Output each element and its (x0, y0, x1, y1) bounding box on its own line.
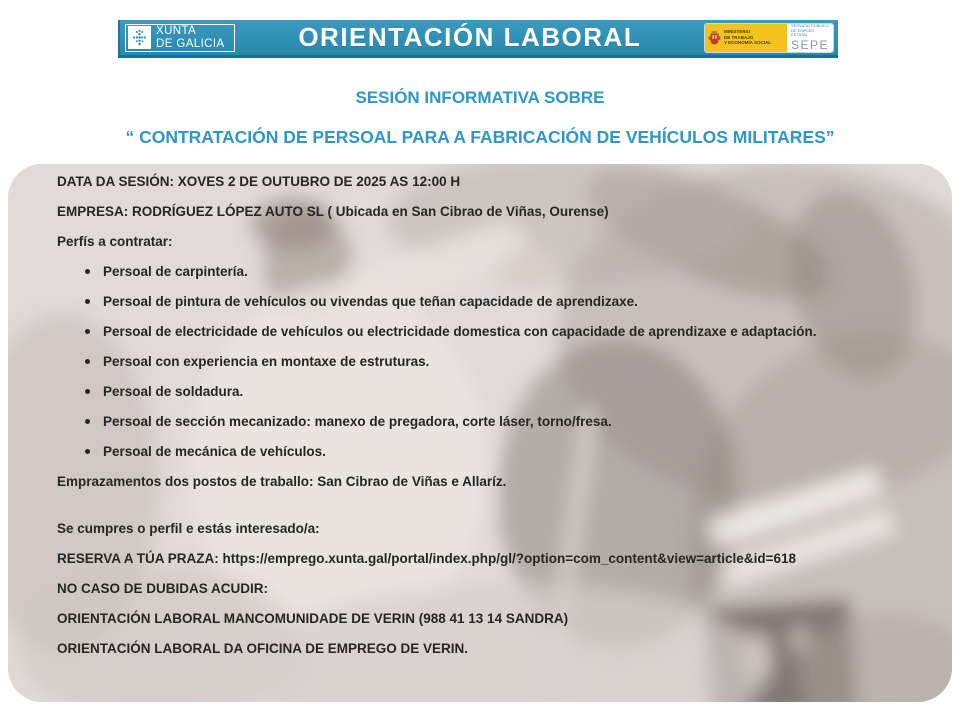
profile-item (57, 352, 926, 371)
ministry-sepe-logo (705, 24, 833, 52)
profile-item (57, 412, 926, 431)
company-line: EMPRESA: RODRÍGUEZ LÓPEZ AUTO SL ( Ubicada en San Cibrao de Viñas, Ourense) (57, 204, 609, 219)
locations-line: Emprazamentos dos postos de traballo: San Cibrao de Viñas e Allaríz. (57, 474, 507, 489)
xunta-de-galicia-logo (125, 24, 235, 52)
profile-item-text: Persoal de pintura de vehículos ou vivendas que teñan capacidade de aprendizaxe. (103, 294, 638, 309)
profile-item (57, 262, 926, 281)
xunta-logo-line1: XUNTA (156, 25, 197, 37)
profile-item-text: Persoal de electricidade de vehículos ou electricidade domestica con capacidade de aprendizaxe e adaptación. (103, 324, 817, 339)
spain-coat-of-arms-icon (708, 30, 721, 46)
profile-item (57, 382, 926, 401)
flyer-body-panel (8, 164, 952, 702)
bullet-icon (85, 449, 90, 454)
contact-oficina-line: ORIENTACIÓN LABORAL DA OFICINA DE EMPREGO DE VERIN. (57, 641, 469, 656)
profile-item-text: Persoal de sección mecanizado: manexo de pregadora, corte láser, torno/fresa. (103, 414, 612, 429)
profile-item (57, 442, 926, 461)
profiles-list (57, 262, 926, 461)
profile-item-text: Persoal de mecánica de vehículos. (103, 444, 326, 459)
bullet-icon (85, 419, 90, 424)
contact-mancomunidade-line: ORIENTACIÓN LABORAL MANCOMUNIDADE DE VERIN (988 41 13 14 SANDRA) (57, 611, 569, 626)
profile-item (57, 292, 926, 311)
bullet-icon (85, 389, 90, 394)
doubts-line: NO CASO DE DUBIDAS ACUDIR: (57, 581, 269, 596)
ministry-line2: DE TRABAJO (724, 34, 754, 40)
session-title: SESIÓN INFORMATIVA SOBRE (355, 88, 605, 107)
xunta-emblem-icon (128, 26, 151, 49)
ministry-block (705, 24, 787, 52)
interested-line: Se cumpres o perfil e estás interesado/a: (57, 521, 320, 536)
flyer-text-content (8, 164, 952, 658)
bullet-icon (85, 329, 90, 334)
profile-item-text: Persoal de soldadura. (103, 384, 244, 399)
session-subtitle: “ CONTRATACIÓN DE PERSOAL PARA A FABRICACIÓN DE VEHÍCULOS MILITARES” (125, 127, 835, 147)
bullet-icon (85, 299, 90, 304)
bullet-icon (85, 269, 90, 274)
bullet-icon (85, 359, 90, 364)
session-date-line: DATA DA SESIÓN: XOVES 2 DE OUTUBRO DE 2025 AS 12:00 H (57, 174, 461, 189)
banner-title: ORIENTACIÓN LABORAL (298, 22, 642, 52)
profiles-label: Perfís a contratar: (57, 234, 173, 249)
banner (118, 20, 838, 58)
xunta-logo-line2: DE GALICIA (156, 37, 225, 50)
reserve-url-line: RESERVA A TÚA PRAZA: https://emprego.xunta.gal/portal/index.php/gl/?option=com_content&view=article&id=618 (57, 551, 796, 566)
ministry-line3: Y ECONOMÍA SOCIAL (724, 40, 772, 46)
ministry-line1: MINISTERIO (724, 29, 751, 35)
ministry-label (724, 29, 771, 46)
profile-item-text: Persoal de carpintería. (103, 264, 248, 279)
profile-item (57, 322, 926, 341)
xunta-logo-text (156, 25, 225, 50)
sepe-wordmark: SEPE (790, 37, 829, 52)
sepe-small-line2: DE EMPLEO ESTATAL (790, 27, 815, 38)
profile-item-text: Persoal con experiencia en montaxe de estruturas. (103, 354, 430, 369)
sepe-block (787, 24, 833, 52)
sepe-small-line1: SERVICIO PÚBLICO (790, 23, 829, 29)
